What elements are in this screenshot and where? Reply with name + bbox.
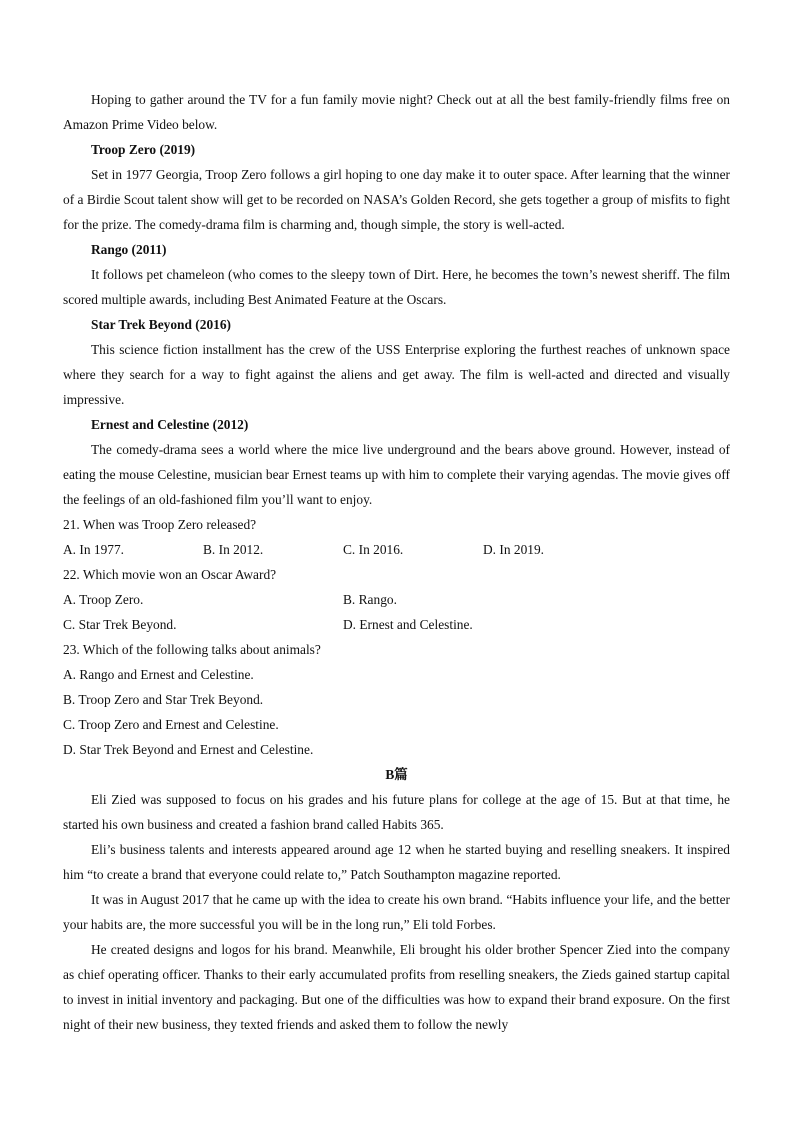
movie-title-rango: Rango (2011) xyxy=(91,242,167,257)
section-b-title: B篇 xyxy=(385,767,408,782)
passage-b-paragraph-2: Eli’s business talents and interests appeared around age 12 when he started buying and reselling sneakers. It inspired him “to create a brand that everyone could relate to,” Patch Southampton magazine reported. xyxy=(63,842,730,882)
movie-text-ernest-celestine: The comedy-drama sees a world where the mice live underground and the bears above ground. However, instead of eating the mouse Celestine, musician bear Ernest teams up with him to complete their varying agendas. The movie gives off the feelings of an old-fashioned film you’ll want to enjoy. xyxy=(63,442,730,507)
movie-title-ernest-celestine: Ernest and Celestine (2012) xyxy=(91,417,249,432)
q22-option-b: B. Rango. xyxy=(343,592,397,607)
q22-option-d: D. Ernest and Celestine. xyxy=(343,617,473,632)
passage-b-paragraph-3: It was in August 2017 that he came up with the idea to create his own brand. “Habits influence your life, and the better your habits are, the more successful you will be in the long run,” Eli told Forbes. xyxy=(63,892,730,932)
question-23-stem: 23. Which of the following talks about animals? xyxy=(63,642,321,657)
passage-b-paragraph-1: Eli Zied was supposed to focus on his grades and his future plans for college at the age of 15. But at that time, he started his own business and created a fashion brand called Habits 365. xyxy=(63,792,730,832)
q23-option-c: C. Troop Zero and Ernest and Celestine. xyxy=(63,717,279,732)
passage-b-paragraph-4: He created designs and logos for his brand. Meanwhile, Eli brought his older brother Spencer Zied into the company as chief operating officer. Thanks to their early accumulated profits from reselling sneakers, the Zieds gained startup capital to invest in initial inventory and packaging. But one of the difficulties was how to expand their brand exposure. On the first night of their new business, they texted friends and asked them to follow the newly xyxy=(63,942,730,1032)
q23-option-b: B. Troop Zero and Star Trek Beyond. xyxy=(63,692,264,707)
question-21-options xyxy=(63,537,730,562)
passage-a-intro: Hoping to gather around the TV for a fun family movie night? Check out at all the best family-friendly films free on Amazon Prime Video below. xyxy=(63,92,730,132)
question-21-stem: 21. When was Troop Zero released? xyxy=(63,517,257,532)
question-22-options-row-1 xyxy=(63,587,730,612)
movie-title-troop-zero: Troop Zero (2019) xyxy=(91,142,196,157)
movie-title-star-trek: Star Trek Beyond (2016) xyxy=(91,317,231,332)
document-page xyxy=(63,87,730,1037)
movie-text-troop-zero: Set in 1977 Georgia, Troop Zero follows a girl hoping to one day make it to outer space. After learning that the winner of a Birdie Scout talent show will get to be recorded on NASA’s Golden Record, she gets together a group of misfits to fight for the prize. The comedy-drama film is charming and, though simple, the story is well-acted. xyxy=(63,167,730,232)
q21-option-b: B. In 2012. xyxy=(203,542,264,557)
question-22-stem: 22. Which movie won an Oscar Award? xyxy=(63,567,277,582)
q21-option-a: A. In 1977. xyxy=(63,542,124,557)
movie-text-star-trek: This science fiction installment has the crew of the USS Enterprise exploring the furthest reaches of unknown space where they search for a way to fight against the aliens and get away. The film is well-acted and directed and visually impressive. xyxy=(63,342,730,407)
q22-option-a: A. Troop Zero. xyxy=(63,592,144,607)
q23-option-a: A. Rango and Ernest and Celestine. xyxy=(63,667,254,682)
q21-option-c: C. In 2016. xyxy=(343,542,404,557)
q22-option-c: C. Star Trek Beyond. xyxy=(63,617,177,632)
q21-option-d: D. In 2019. xyxy=(483,542,544,557)
question-22-options-row-2 xyxy=(63,612,730,637)
movie-text-rango: It follows pet chameleon (who comes to the sleepy town of Dirt. Here, he becomes the town’s newest sheriff. The film scored multiple awards, including Best Animated Feature at the Oscars. xyxy=(63,267,730,307)
q23-option-d: D. Star Trek Beyond and Ernest and Celestine. xyxy=(63,742,314,757)
